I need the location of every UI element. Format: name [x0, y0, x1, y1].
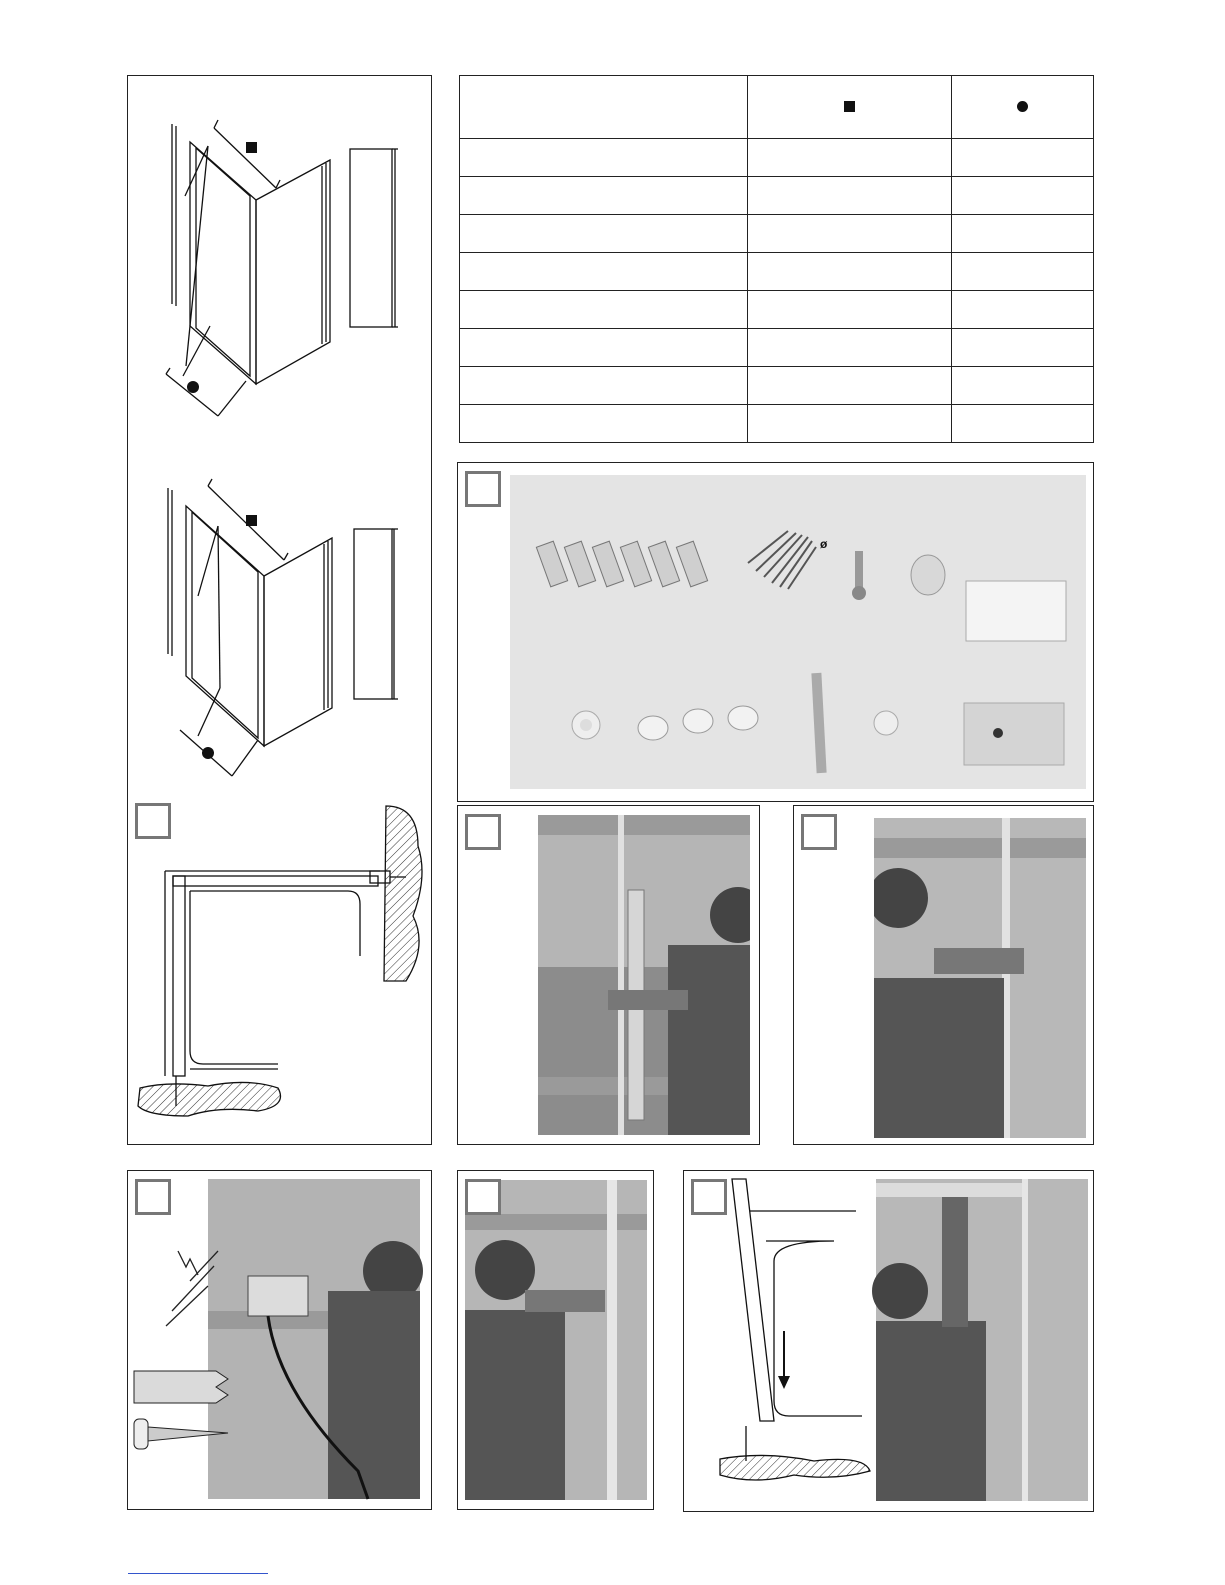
- step-number-box: [465, 814, 501, 850]
- table-cell: [460, 367, 748, 405]
- circle-marker-icon: [1017, 101, 1028, 112]
- square-marker-icon: [246, 142, 257, 153]
- table-cell: [952, 253, 1094, 291]
- arrow-down-icon: [778, 1331, 790, 1389]
- table-row: [460, 215, 1094, 253]
- specification-table: [459, 75, 1094, 443]
- table-cell: [952, 405, 1094, 443]
- footer-link-line: [128, 1573, 268, 1574]
- table-row: [460, 139, 1094, 177]
- table-cell: [952, 367, 1094, 405]
- parts-panel: [457, 462, 1094, 802]
- circle-marker-icon: [202, 747, 214, 759]
- fitting-diagram: [684, 1171, 1094, 1512]
- table-cell: [460, 139, 748, 177]
- step-number-box: [801, 814, 837, 850]
- step-number-box: [465, 471, 501, 507]
- step-number-box: [465, 1179, 501, 1215]
- table-cell: [952, 215, 1094, 253]
- photo-screwing-profile: [465, 1180, 647, 1500]
- parts-photo: [458, 463, 1094, 802]
- table-cell: [747, 253, 952, 291]
- table-cell: [747, 139, 952, 177]
- table-header-cell: [747, 76, 952, 139]
- table-header-cell: [460, 76, 748, 139]
- step-panel-fitting: [683, 1170, 1094, 1512]
- table-cell: [952, 139, 1094, 177]
- table-row: [460, 329, 1094, 367]
- diameter-symbol: ø: [820, 537, 828, 551]
- table-cell: [952, 329, 1094, 367]
- table-cell: [747, 405, 952, 443]
- table-cell: [747, 215, 952, 253]
- table-cell: [460, 253, 748, 291]
- table-cell: [460, 405, 748, 443]
- step-panel-marking: [793, 805, 1094, 1145]
- table-cell: [460, 329, 748, 367]
- table-header-cell: [952, 76, 1094, 139]
- square-marker-icon: [844, 101, 855, 112]
- table-cell: [952, 291, 1094, 329]
- step-number-box: [135, 803, 171, 839]
- step-number-box: [135, 1179, 171, 1215]
- table-header-row: [460, 76, 1094, 139]
- step-panel-drilling: [127, 1170, 432, 1510]
- step-number-box: [691, 1179, 727, 1215]
- table-row: [460, 291, 1094, 329]
- photo-leveling-profile: [538, 815, 750, 1135]
- table-row: [460, 367, 1094, 405]
- photo-marking-holes: [874, 818, 1086, 1138]
- table-cell: [747, 329, 952, 367]
- table-cell: [747, 291, 952, 329]
- drilling-illustration: [128, 1171, 432, 1510]
- table-row: [460, 405, 1094, 443]
- wall-plug-icon: [134, 1371, 228, 1403]
- enclosure-drawing-upper: [128, 76, 432, 1145]
- table-row: [460, 177, 1094, 215]
- dimension-diagram-panel: [127, 75, 432, 1145]
- table-cell: [747, 177, 952, 215]
- table-cell: [460, 215, 748, 253]
- table-cell: [747, 367, 952, 405]
- circle-marker-icon: [187, 381, 199, 393]
- table-cell: [460, 177, 748, 215]
- step-panel-screwing: [457, 1170, 654, 1510]
- square-marker-icon: [246, 515, 257, 526]
- table-row: [460, 253, 1094, 291]
- table-cell: [460, 291, 748, 329]
- table-cell: [952, 177, 1094, 215]
- step-panel-level: [457, 805, 760, 1145]
